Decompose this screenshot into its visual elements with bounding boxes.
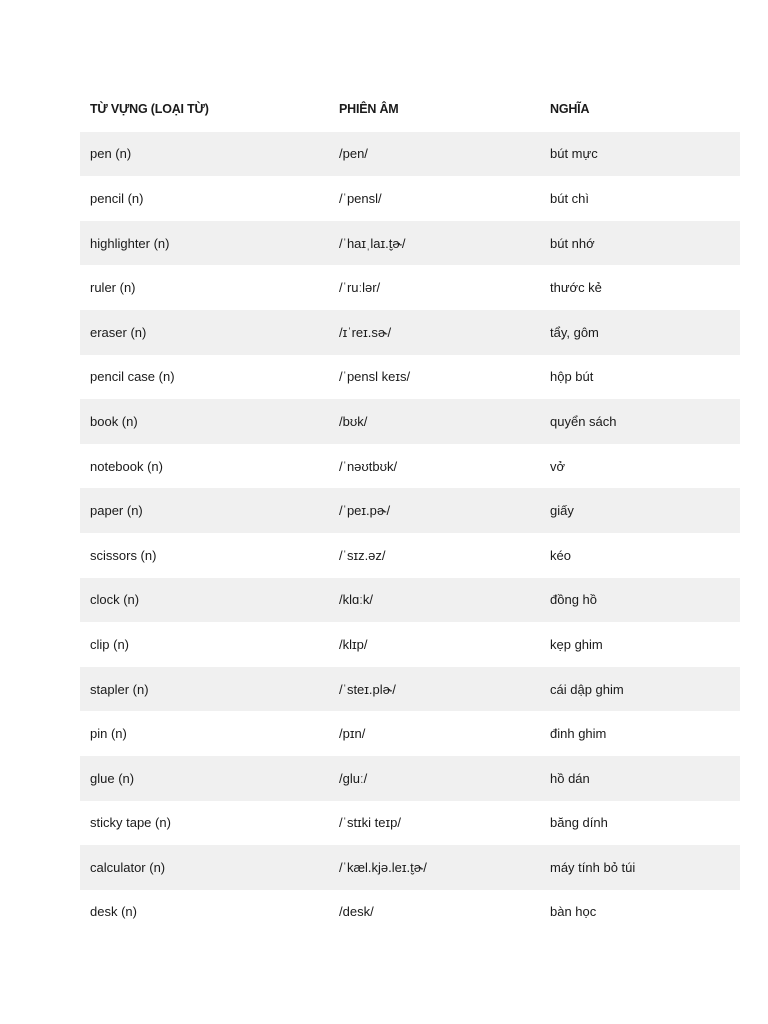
word-cell: sticky tape (n) bbox=[90, 815, 171, 831]
table-row bbox=[80, 310, 740, 355]
pronunciation-cell: /ˈkæl.kjə.leɪ.t̬ɚ/ bbox=[329, 845, 540, 890]
table-row bbox=[80, 355, 740, 400]
word-cell: pin (n) bbox=[90, 726, 127, 742]
table-row bbox=[80, 221, 740, 266]
table-row bbox=[80, 176, 740, 221]
header-word: TỪ VỰNG (LOẠI TỪ) bbox=[90, 102, 209, 117]
pronunciation-cell: /ˈstɪki teɪp/ bbox=[339, 815, 401, 831]
table-row bbox=[80, 399, 740, 444]
pronunciation-cell: /ˈnəʊtbʊk/ bbox=[339, 458, 398, 474]
table-row bbox=[80, 890, 740, 935]
table-row bbox=[80, 132, 740, 177]
pronunciation-cell: /ɪˈreɪ.sɚ/ bbox=[329, 310, 540, 355]
pronunciation-cell: /pen/ bbox=[329, 132, 540, 177]
pronunciation-cell: /klɪp/ bbox=[339, 636, 368, 652]
meaning-cell: đinh ghim bbox=[550, 726, 607, 742]
pronunciation-cell: /ˈpensl keɪs/ bbox=[339, 369, 411, 385]
table-body bbox=[80, 132, 740, 935]
meaning-cell: thước kẻ bbox=[550, 280, 602, 296]
meaning-cell: bút nhớ bbox=[540, 221, 740, 266]
word-cell: scissors (n) bbox=[90, 547, 157, 563]
word-cell: clip (n) bbox=[90, 636, 130, 652]
meaning-cell: hồ dán bbox=[540, 756, 740, 801]
word-cell: pencil case (n) bbox=[90, 369, 175, 385]
word-cell: book (n) bbox=[80, 399, 329, 444]
meaning-cell: cái dập ghim bbox=[540, 667, 740, 712]
table-row bbox=[80, 488, 740, 533]
word-cell: eraser (n) bbox=[80, 310, 329, 355]
pronunciation-cell: /ˈhaɪˌlaɪ.t̬ɚ/ bbox=[329, 221, 540, 266]
word-cell: paper (n) bbox=[80, 488, 329, 533]
pronunciation-cell: /ˈsɪz.əz/ bbox=[339, 547, 386, 563]
table-row bbox=[80, 845, 740, 890]
meaning-cell: vở bbox=[550, 458, 566, 474]
table-row bbox=[80, 578, 740, 623]
table-header bbox=[80, 87, 740, 132]
meaning-cell: tẩy, gôm bbox=[540, 310, 740, 355]
meaning-cell: kéo bbox=[550, 547, 571, 563]
word-cell: pen (n) bbox=[80, 132, 329, 177]
meaning-cell: kẹp ghim bbox=[550, 636, 603, 652]
header-row bbox=[80, 87, 740, 132]
word-cell: glue (n) bbox=[80, 756, 329, 801]
meaning-cell: đồng hồ bbox=[540, 578, 740, 623]
table-row bbox=[80, 622, 740, 667]
word-cell: calculator (n) bbox=[80, 845, 329, 890]
word-cell: stapler (n) bbox=[80, 667, 329, 712]
pronunciation-cell: /gluː/ bbox=[329, 756, 540, 801]
meaning-cell: bàn học bbox=[550, 904, 597, 920]
word-cell: desk (n) bbox=[90, 904, 137, 920]
meaning-cell: quyển sách bbox=[540, 399, 740, 444]
meaning-cell: bút chì bbox=[550, 190, 590, 206]
table-row bbox=[80, 444, 740, 489]
vocabulary-table bbox=[80, 87, 740, 934]
meaning-cell: máy tính bỏ túi bbox=[540, 845, 740, 890]
meaning-cell: giấy bbox=[540, 488, 740, 533]
word-cell: ruler (n) bbox=[90, 280, 136, 296]
table-row bbox=[80, 265, 740, 310]
pronunciation-cell: /pɪn/ bbox=[339, 726, 366, 742]
table-row bbox=[80, 667, 740, 712]
table-row bbox=[80, 756, 740, 801]
table-row bbox=[80, 533, 740, 578]
word-cell: notebook (n) bbox=[90, 458, 163, 474]
table-row bbox=[80, 801, 740, 846]
word-cell: clock (n) bbox=[80, 578, 329, 623]
pronunciation-cell: /ˈruːlər/ bbox=[339, 280, 381, 296]
meaning-cell: hộp bút bbox=[550, 369, 594, 385]
meaning-cell: băng dính bbox=[550, 815, 608, 831]
pronunciation-cell: /klɑːk/ bbox=[329, 578, 540, 623]
pronunciation-cell: /ˈsteɪ.plɚ/ bbox=[329, 667, 540, 712]
pronunciation-cell: /desk/ bbox=[339, 904, 374, 920]
header-pronunciation: PHIÊN ÂM bbox=[339, 102, 399, 117]
meaning-cell: bút mực bbox=[540, 132, 740, 177]
word-cell: pencil (n) bbox=[90, 190, 144, 206]
pronunciation-cell: /ˈpeɪ.pɚ/ bbox=[329, 488, 540, 533]
word-cell: highlighter (n) bbox=[80, 221, 329, 266]
header-meaning: NGHĨA bbox=[550, 102, 590, 117]
pronunciation-cell: /ˈpensl/ bbox=[339, 190, 382, 206]
table-row bbox=[80, 711, 740, 756]
pronunciation-cell: /bʊk/ bbox=[329, 399, 540, 444]
